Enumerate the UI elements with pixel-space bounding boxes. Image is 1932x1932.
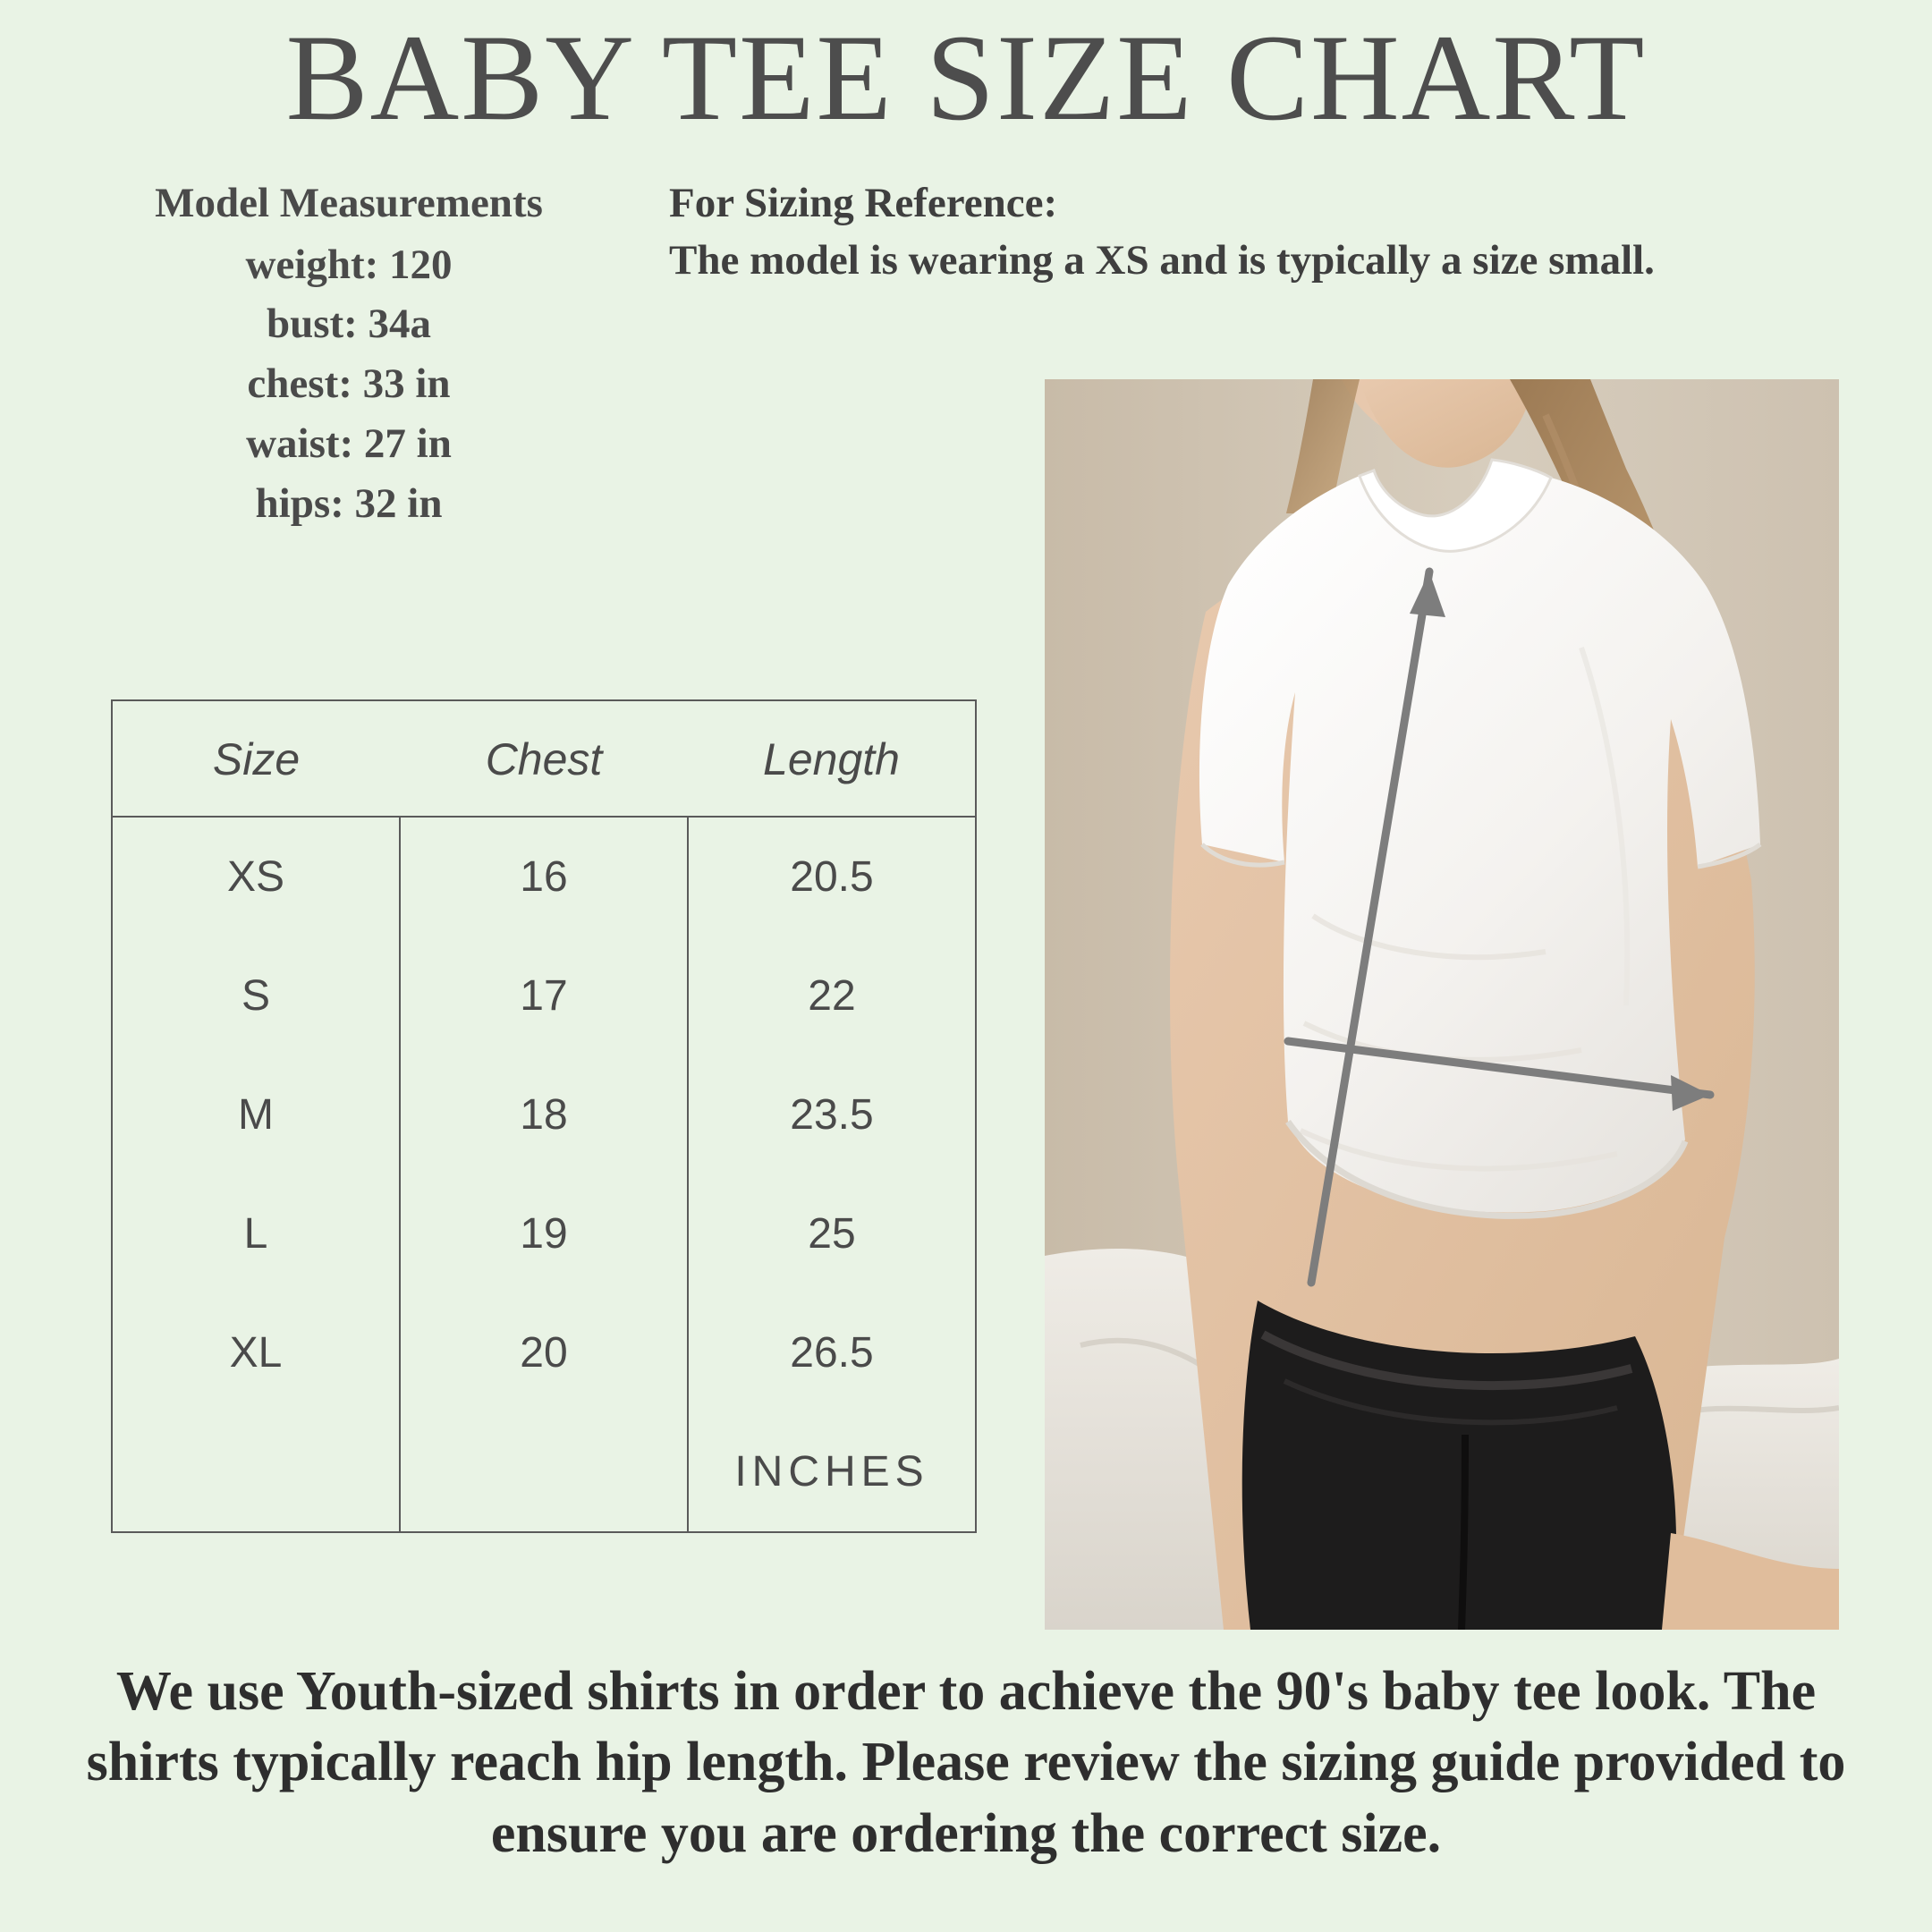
table-row <box>112 817 976 936</box>
column-header-chest: Chest <box>400 700 688 817</box>
model-hips: hips: 32 in <box>255 479 443 527</box>
sizing-reference-block <box>669 174 1655 290</box>
cell-chest: 20 <box>400 1293 688 1412</box>
size-table-wrapper <box>111 699 977 1533</box>
table-row <box>112 936 976 1055</box>
sizing-reference-line-2: The model is wearing a XS and is typically a size small. <box>669 236 1655 284</box>
table-row <box>112 1055 976 1174</box>
cell-size: XS <box>112 817 400 936</box>
cell-chest: 16 <box>400 817 688 936</box>
model-measurements-block <box>72 174 626 533</box>
size-table-body <box>112 817 976 1532</box>
model-photo-illustration <box>1045 379 1839 1630</box>
table-row <box>112 1174 976 1293</box>
size-table-head <box>112 700 976 817</box>
model-weight: weight: 120 <box>245 241 453 288</box>
table-header-row <box>112 700 976 817</box>
cell-size: L <box>112 1174 400 1293</box>
model-measurements-heading: Model Measurements <box>155 180 543 226</box>
cell-size: M <box>112 1055 400 1174</box>
column-header-size: Size <box>112 700 400 817</box>
model-chest: chest: 33 in <box>247 360 451 408</box>
table-units-row <box>112 1412 976 1532</box>
units-blank-cell-1 <box>112 1412 400 1532</box>
page-title: BABY TEE SIZE CHART <box>285 9 1647 146</box>
units-blank-cell-2 <box>400 1412 688 1532</box>
model-bust: bust: 34a <box>266 301 432 348</box>
cell-chest: 18 <box>400 1055 688 1174</box>
cell-length: 22 <box>688 936 976 1055</box>
sizing-reference-line-1: For Sizing Reference: <box>669 180 1058 226</box>
footer-note: We use Youth-sized shirts in order to achieve the 90's baby tee look. The shirts typically reach hip length. Please review the sizing guide provided to ensure you are ordering the correct size. <box>86 1661 1846 1864</box>
column-header-length: Length <box>688 700 976 817</box>
cell-length: 20.5 <box>688 817 976 936</box>
cell-chest: 19 <box>400 1174 688 1293</box>
units-label: INCHES <box>734 1448 929 1496</box>
cell-size: XL <box>112 1293 400 1412</box>
model-waist: waist: 27 in <box>246 419 452 467</box>
cell-size: S <box>112 936 400 1055</box>
table-row <box>112 1293 976 1412</box>
cell-chest: 17 <box>400 936 688 1055</box>
cell-length: 23.5 <box>688 1055 976 1174</box>
model-photo <box>1045 379 1839 1630</box>
cell-length: 26.5 <box>688 1293 976 1412</box>
cell-length: 25 <box>688 1174 976 1293</box>
size-table <box>111 699 977 1533</box>
